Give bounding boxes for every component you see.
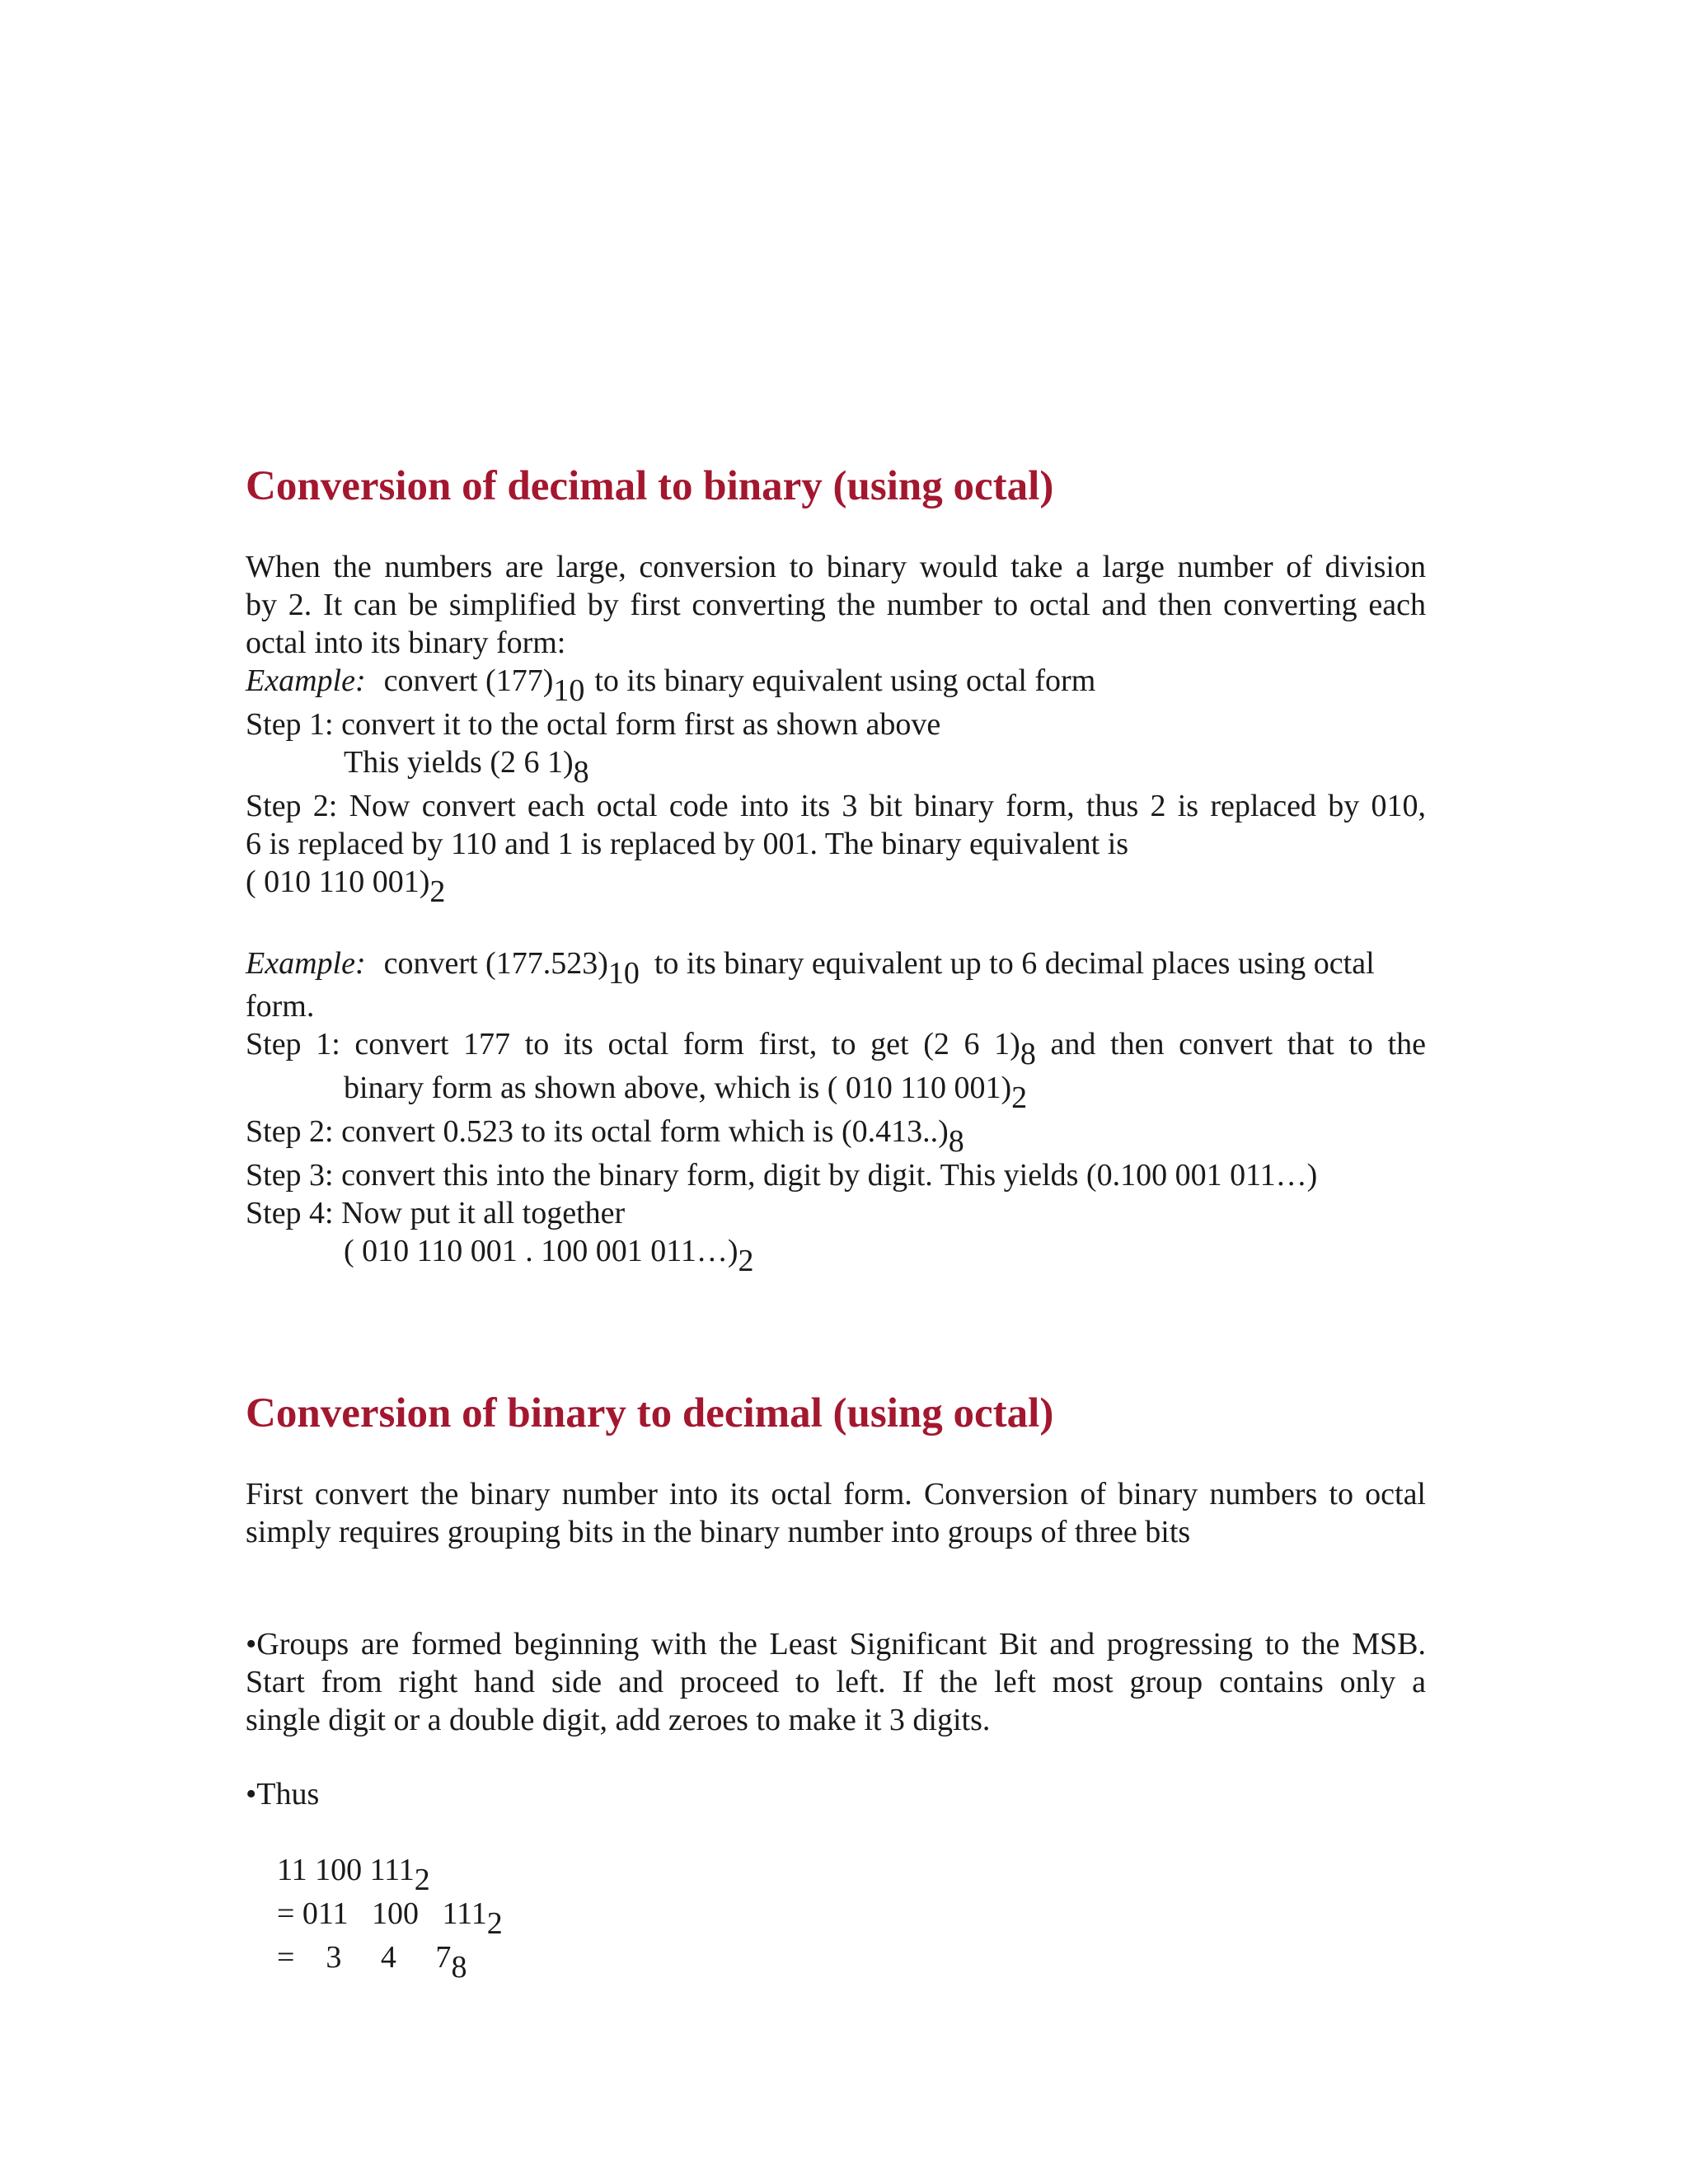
section-2-intro-line-1: First convert the binary number into its octal form. Conversion of binary numbers to octal (246, 1477, 1426, 1511)
bullet-1-line-1: •Groups are formed beginning with the Least Significant Bit and progressing to the MSB. (246, 1627, 1426, 1661)
bullet-2-line: •Thus (246, 1777, 320, 1811)
ex2-step-2-line (246, 1113, 964, 1159)
ex2-step-1-line (246, 1025, 1426, 1071)
subscript: 8 (451, 1950, 467, 1985)
step-2-line-1: Step 2: Now convert each octal code into its 3 bit binary form, thus 2 is replaced by 010, (246, 789, 1426, 823)
example-2-pre: convert (177.523) (383, 946, 608, 981)
octal-row-3-text: = 3 4 7 (277, 1940, 452, 1975)
step-1-yield-text: This yields (2 6 1) (344, 745, 574, 780)
intro-line-1: When the numbers are large, conversion to binary would take a large number of division (246, 550, 1426, 584)
subscript: 2 (414, 1863, 430, 1897)
step-1-line: Step 1: convert it to the octal form first as shown above (246, 707, 941, 742)
binary-row-2-text: = 011 100 111 (277, 1896, 487, 1931)
bullet-1-line-2: Start from right hand side and proceed to left. If the left most group contains only a (246, 1665, 1426, 1699)
intro-line-3: octal into its binary form: (246, 626, 566, 660)
ex2-step-1-pre: Step 1: convert 177 to its octal form first, to get (2 6 1) (246, 1027, 1020, 1062)
bullet-1-line-3: single digit or a double digit, add zeroes to make it 3 digits. (246, 1703, 991, 1737)
example-1-post: to its binary equivalent using octal form (594, 663, 1096, 698)
example-2-post: to its binary equivalent up to 6 decimal places using octal (654, 946, 1375, 981)
example-2-line (246, 944, 1375, 991)
subscript: 2 (429, 874, 446, 909)
octal-row-3 (246, 1900, 467, 2014)
intro-line-2: by 2. It can be simplified by first converting the number to octal and then converting each (246, 588, 1426, 622)
section-2-intro-line-2: simply requires grouping bits in the binary number into groups of three bits (246, 1515, 1191, 1549)
subscript: 8 (573, 755, 589, 790)
binary-row-1-text: 11 100 111 (277, 1853, 415, 1887)
ex2-step-3-line: Step 3: convert this into the binary form, digit by digit. This yields (0.100 001 011…) (246, 1158, 1318, 1193)
section-heading-binary-to-decimal: Conversion of binary to decimal (using octal) (246, 1390, 1054, 1436)
example-1-line (246, 662, 1096, 708)
example-1-pre: convert (177) (383, 663, 554, 698)
step-2-result (246, 863, 446, 909)
ex2-step-4-line: Step 4: Now put it all together (246, 1196, 626, 1230)
ex2-step-2-text: Step 2: convert 0.523 to its octal form which is (0.413..) (246, 1114, 949, 1149)
subscript: 10 (553, 673, 585, 708)
subscript: 2 (738, 1244, 754, 1278)
example-label: Example: (246, 663, 366, 698)
example-2-cont: form. (246, 989, 315, 1024)
subscript: 2 (1011, 1080, 1028, 1115)
ex2-step-4-result (344, 1232, 754, 1278)
step-2-line-2: 6 is replaced by 110 and 1 is replaced by 001. The binary equivalent is (246, 827, 1129, 861)
subscript: 8 (948, 1124, 964, 1159)
ex2-step-1-post: and then convert that to the (1050, 1027, 1426, 1062)
example-label: Example: (246, 946, 366, 981)
step-1-yield (344, 743, 589, 790)
section-heading-decimal-to-binary: Conversion of decimal to binary (using octal) (246, 463, 1054, 509)
ex2-step-1-cont (344, 1069, 1028, 1115)
ex2-step-4-result-text: ( 010 110 001 . 100 001 011…) (344, 1234, 738, 1268)
ex2-step-1-cont-text: binary form as shown above, which is ( 010 110 001) (344, 1071, 1012, 1105)
subscript: 8 (1020, 1037, 1036, 1071)
step-2-result-text: ( 010 110 001) (246, 865, 430, 899)
subscript: 10 (607, 956, 640, 991)
subscript: 2 (486, 1906, 503, 1941)
